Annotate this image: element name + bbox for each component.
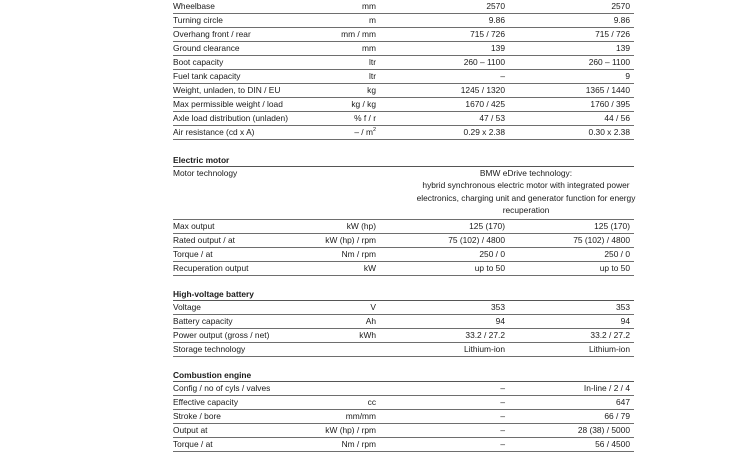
row-label: Rated output / at: [173, 235, 235, 245]
row-label: Wheelbase: [173, 1, 215, 11]
row-unit: kg / kg: [351, 99, 376, 109]
value-model-1: 260 – 1100: [463, 57, 505, 67]
spec-row: [173, 98, 634, 112]
row-label: Motor technology: [173, 168, 238, 178]
value-model-2: Lithium-ion: [589, 344, 630, 354]
row-unit: % f / r: [354, 113, 376, 123]
spec-row: [173, 438, 634, 452]
value-model-2: 33.2 / 27.2: [590, 330, 630, 340]
value-model-1: 47 / 53: [479, 113, 505, 123]
row-unit: kW: [363, 263, 376, 273]
value-model-1: 250 / 0: [479, 249, 505, 259]
value-model-2: 28 (38) / 5000: [577, 425, 630, 435]
row-unit: Nm / rpm: [341, 249, 376, 259]
row-label: Battery capacity: [173, 316, 233, 326]
spec-row: [173, 56, 634, 70]
unit-superscript: 2: [372, 127, 376, 134]
spec-row: [173, 112, 634, 126]
spec-row: [173, 343, 634, 357]
value-model-1: 139: [491, 43, 505, 53]
value-model-1: 1245 / 1320: [460, 85, 505, 95]
row-label: Air resistance (cd x A): [173, 127, 255, 137]
row-unit: mm/mm: [345, 411, 376, 421]
value-model-1: 715 / 726: [470, 29, 505, 39]
value-model-2: 1760 / 395: [590, 99, 630, 109]
combustion-engine-section: [173, 369, 634, 452]
row-label: Config / no of cyls / valves: [173, 383, 271, 393]
spec-row: [173, 28, 634, 42]
row-label: Voltage: [173, 302, 201, 312]
value-model-1: –: [500, 411, 505, 421]
value-model-1: –: [500, 383, 505, 393]
value-model-2: 250 / 0: [604, 249, 630, 259]
row-unit: V: [370, 302, 376, 312]
dimensions-section: [173, 0, 634, 140]
row-label: Max output: [173, 221, 215, 231]
row-unit: mm: [362, 1, 376, 11]
row-unit: Nm / rpm: [341, 439, 376, 449]
motor-technology-row: [173, 167, 634, 220]
value-model-2: 94: [620, 316, 630, 326]
row-label: Overhang front / rear: [173, 29, 251, 39]
value-model-2: In-line / 2 / 4: [583, 383, 630, 393]
value-model-1: –: [500, 439, 505, 449]
value-model-1: 353: [491, 302, 505, 312]
value-model-1: –: [500, 425, 505, 435]
spec-row: [173, 0, 634, 14]
row-unit: kg: [367, 85, 376, 95]
section-title: Electric motor: [173, 154, 634, 167]
value-model-1: 1670 / 425: [465, 99, 505, 109]
value-model-1: 2570: [486, 1, 505, 11]
spec-row: [173, 84, 634, 98]
spec-row: [173, 315, 634, 329]
value-model-1: up to 50: [474, 263, 505, 273]
value-model-2: 9.86: [613, 15, 630, 25]
row-unit: Ah: [365, 316, 376, 326]
spec-row: [173, 126, 634, 140]
spec-row: [173, 42, 634, 56]
value-model-1: –: [500, 71, 505, 81]
row-unit: mm / mm: [341, 29, 376, 39]
row-label: Max permissible weight / load: [173, 99, 283, 109]
spec-row: [173, 70, 634, 84]
spec-row: [173, 382, 634, 396]
row-unit: m: [369, 15, 376, 25]
section-title: Combustion engine: [173, 369, 634, 382]
row-label: Torque / at: [173, 439, 213, 449]
row-label: Recuperation output: [173, 263, 249, 273]
value-model-1: 0.29 x 2.38: [463, 127, 505, 137]
spec-table: [173, 0, 634, 452]
spec-row: [173, 329, 634, 343]
row-label: Weight, unladen, to DIN / EU: [173, 85, 281, 95]
section-title: High-voltage battery: [173, 288, 634, 301]
value-model-1: 75 (102) / 4800: [448, 235, 505, 245]
value-model-2: up to 50: [599, 263, 630, 273]
value-model-2: 139: [616, 43, 630, 53]
row-unit: kWh: [359, 330, 376, 340]
row-unit: ltr: [369, 57, 376, 67]
row-label: Turning circle: [173, 15, 223, 25]
spec-row: [173, 14, 634, 28]
value-model-2: 353: [616, 302, 630, 312]
value-model-2: 0.30 x 2.38: [588, 127, 630, 137]
value-model-1: 33.2 / 27.2: [465, 330, 505, 340]
row-label: Ground clearance: [173, 43, 240, 53]
electric-motor-section: [173, 154, 634, 276]
row-unit: mm: [362, 43, 376, 53]
value-model-2: 260 – 1100: [588, 57, 630, 67]
value-model-2: 647: [616, 397, 630, 407]
spec-row: [173, 262, 634, 276]
row-label: Stroke / bore: [173, 411, 221, 421]
value-model-2: 125 (170): [594, 221, 630, 231]
row-unit: – / $m^2$: [354, 127, 376, 137]
row-label: Power output (gross / net): [173, 330, 270, 340]
spec-row: [173, 396, 634, 410]
row-unit: kW (hp) / rpm: [325, 425, 376, 435]
spec-row: [173, 410, 634, 424]
value-model-1: 9.86: [488, 15, 505, 25]
value-model-1: 125 (170): [469, 221, 505, 231]
row-label: Output at: [173, 425, 208, 435]
value-model-2: 2570: [611, 1, 630, 11]
row-label: Torque / at: [173, 249, 213, 259]
row-label: Effective capacity: [173, 397, 239, 407]
row-unit: cc: [367, 397, 376, 407]
spec-row: [173, 234, 634, 248]
spec-row: [173, 248, 634, 262]
value-model-2: 715 / 726: [595, 29, 630, 39]
value-model-1: –: [500, 397, 505, 407]
value-model-2: 1365 / 1440: [585, 85, 630, 95]
row-unit: kW (hp): [346, 221, 376, 231]
value-model-2: 44 / 56: [604, 113, 630, 123]
value-model-2: 56 / 4500: [595, 439, 630, 449]
value-model-2: 75 (102) / 4800: [573, 235, 630, 245]
spec-row: [173, 424, 634, 438]
row-label: Boot capacity: [173, 57, 224, 67]
value-model-2: 9: [625, 71, 630, 81]
value-model-1: Lithium-ion: [464, 344, 505, 354]
row-label: Fuel tank capacity: [173, 71, 241, 81]
spec-row: [173, 220, 634, 234]
spec-row: [173, 301, 634, 315]
battery-section: [173, 288, 634, 357]
row-label: Axle load distribution (unladen): [173, 113, 288, 123]
row-unit: ltr: [369, 71, 376, 81]
row-unit: kW (hp) / rpm: [325, 235, 376, 245]
motor-technology-description: BMW eDrive technology: hybrid synchronous electric motor with integrated power electronics, charging unit and generator function for energy recuperation: [416, 168, 636, 216]
row-label: Storage technology: [173, 344, 246, 354]
value-model-1: 94: [495, 316, 505, 326]
value-model-2: 66 / 79: [604, 411, 630, 421]
